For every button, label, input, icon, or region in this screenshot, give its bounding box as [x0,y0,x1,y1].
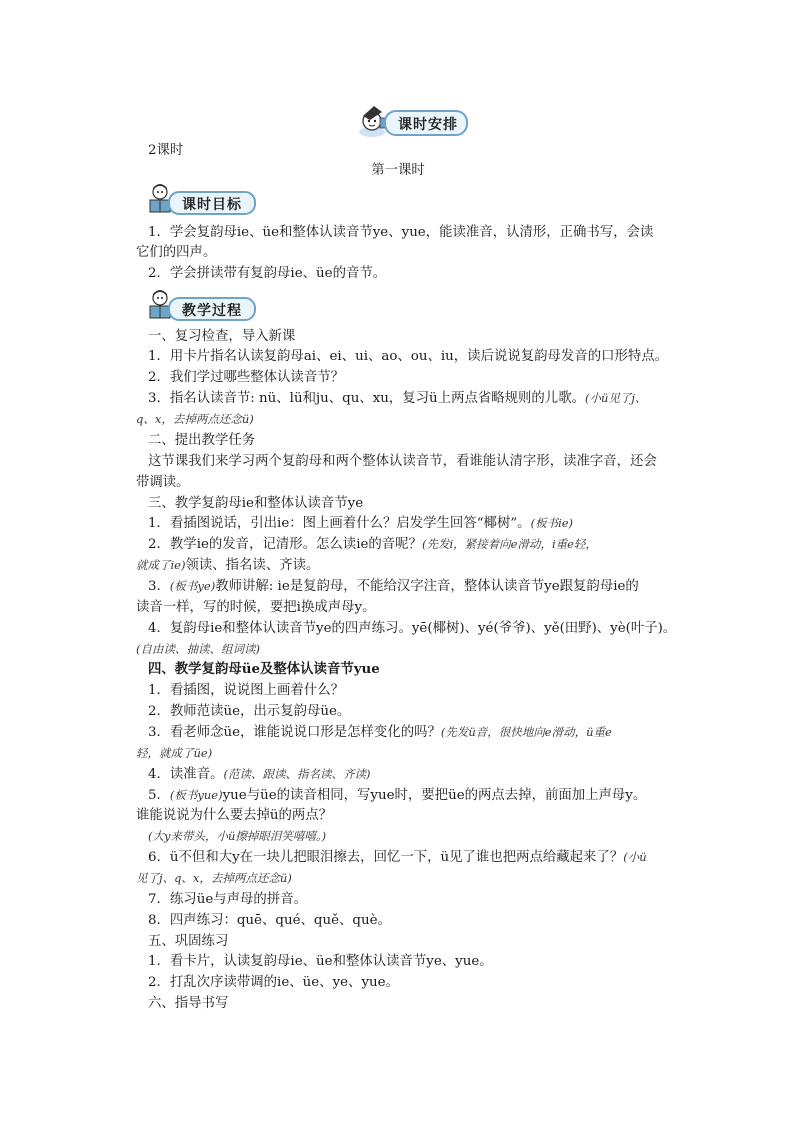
period-title: 第一课时 [371,163,425,178]
goal-line-2: 它们的四声。 [136,245,217,260]
banner-title: 课时安排 [398,117,458,133]
goals-tag-label: 课时目标 [182,197,242,213]
process-line: 1．看插图说话，引出ie：图上画着什么？启发学生回答“椰树”。(板书ie) [148,516,574,531]
process-line: 谁能说说为什么要去掉ü的两点？ [136,808,333,823]
process-line: 轻，就成了üe) [136,746,213,760]
goals-pill [168,191,256,215]
process-line: 5．(板书yue)yue与üe的读音相同，写yue时，要把üe的两点去掉，前面加上声母y。 [148,788,647,803]
process-line: 6．ü不但和大y在一块儿把眼泪擦去，回忆一下，ü见了谁也把两点给藏起来了？(小ü [148,850,647,865]
process-line: 1．看插图，说说图上画着什么？ [148,683,344,698]
process-line: 2．教师范读üe，出示复韵母üe。 [148,704,351,719]
process-line: 带调读。 [136,475,190,490]
process-line: 见了j、q、x，去掉两点还念ü) [136,871,292,885]
goal-line-3: 2．学会拼读带有复韵母ie、üe的音节。 [148,266,387,281]
process-line: 二、提出教学任务 [148,433,256,448]
goal-line-1: 1．学会复韵母ie、üe和整体认读音节ye、yue，能读准音，认清形，正确书写，会读 [148,225,654,240]
process-line: (大y来带头，小ü擦掉眼泪笑嘻嘻。) [148,829,327,843]
process-line: 3．(板书ye)教师讲解: ie是复韵母，不能给汉字注音，整体认读音节ye跟复韵母ie的 [148,579,639,594]
process-line: 7．练习üe与声母的拼音。 [148,892,307,907]
process-line: 2．我们学过哪些整体认读音节？ [148,370,344,385]
process-line: 1．用卡片指名认读复韵母ai、ei、ui、ao、ou、iu，读后说说复韵母发音的口形特点。 [148,349,669,364]
process-line: 五、巩固练习 [148,934,229,949]
total-periods: 2课时 [148,143,184,158]
process-line: 六、指导书写 [148,996,229,1011]
process-line: 3．看老师念üe，谁能说说口形是怎样变化的吗？(先发ü音，很快地向e滑动，ü重e [148,725,612,740]
goals-tag [146,182,254,214]
process-line: 4．读准音。(范读、跟读、指名读、齐读) [148,767,371,782]
process-line: 1．看卡片，认读复韵母ie、üe和整体认读音节ye、yue。 [148,954,493,969]
process-tag [146,288,254,320]
process-line: 读音一样，写的时候，要把i换成声母y。 [136,600,376,615]
process-pill [168,297,256,321]
process-line: (自由读、抽读、组词读) [136,642,260,656]
process-line: 四、教学复韵母üe及整体认读音节yue [148,661,380,677]
process-line: 就成了ie)领读、指名读、齐读。 [136,558,320,573]
process-line: 4．复韵母ie和整体认读音节ye的四声练习。yē(椰树)、yé(爷爷)、yě(田野)、yè(叶子)。 [148,621,677,636]
banner-badge [384,110,468,136]
process-tag-label: 教学过程 [182,303,242,319]
process-line: 3．指名认读音节: nü、lü和ju、qu、xu，复习ü上两点省略规则的儿歌。(小ü见了j、 [148,391,647,406]
section-banner [356,102,466,138]
process-line: 三、教学复韵母ie和整体认读音节ye [148,496,364,511]
process-line: 8．四声练习：quē、qué、quě、què。 [148,913,391,928]
process-line: 2．打乱次序读带调的ie、üe、ye、yue。 [148,975,399,990]
process-line: 2．教学ie的发音，记清形。怎么读ie的音呢？(先发i，紧接着向e滑动，i重e轻， [148,537,597,552]
process-line: 这节课我们来学习两个复韵母和两个整体认读音节，看谁能认清字形，读准字音，还会 [148,454,657,469]
process-line: q、x，去掉两点还念ü) [136,412,254,426]
process-line: 一、复习检查，导入新课 [148,329,296,344]
